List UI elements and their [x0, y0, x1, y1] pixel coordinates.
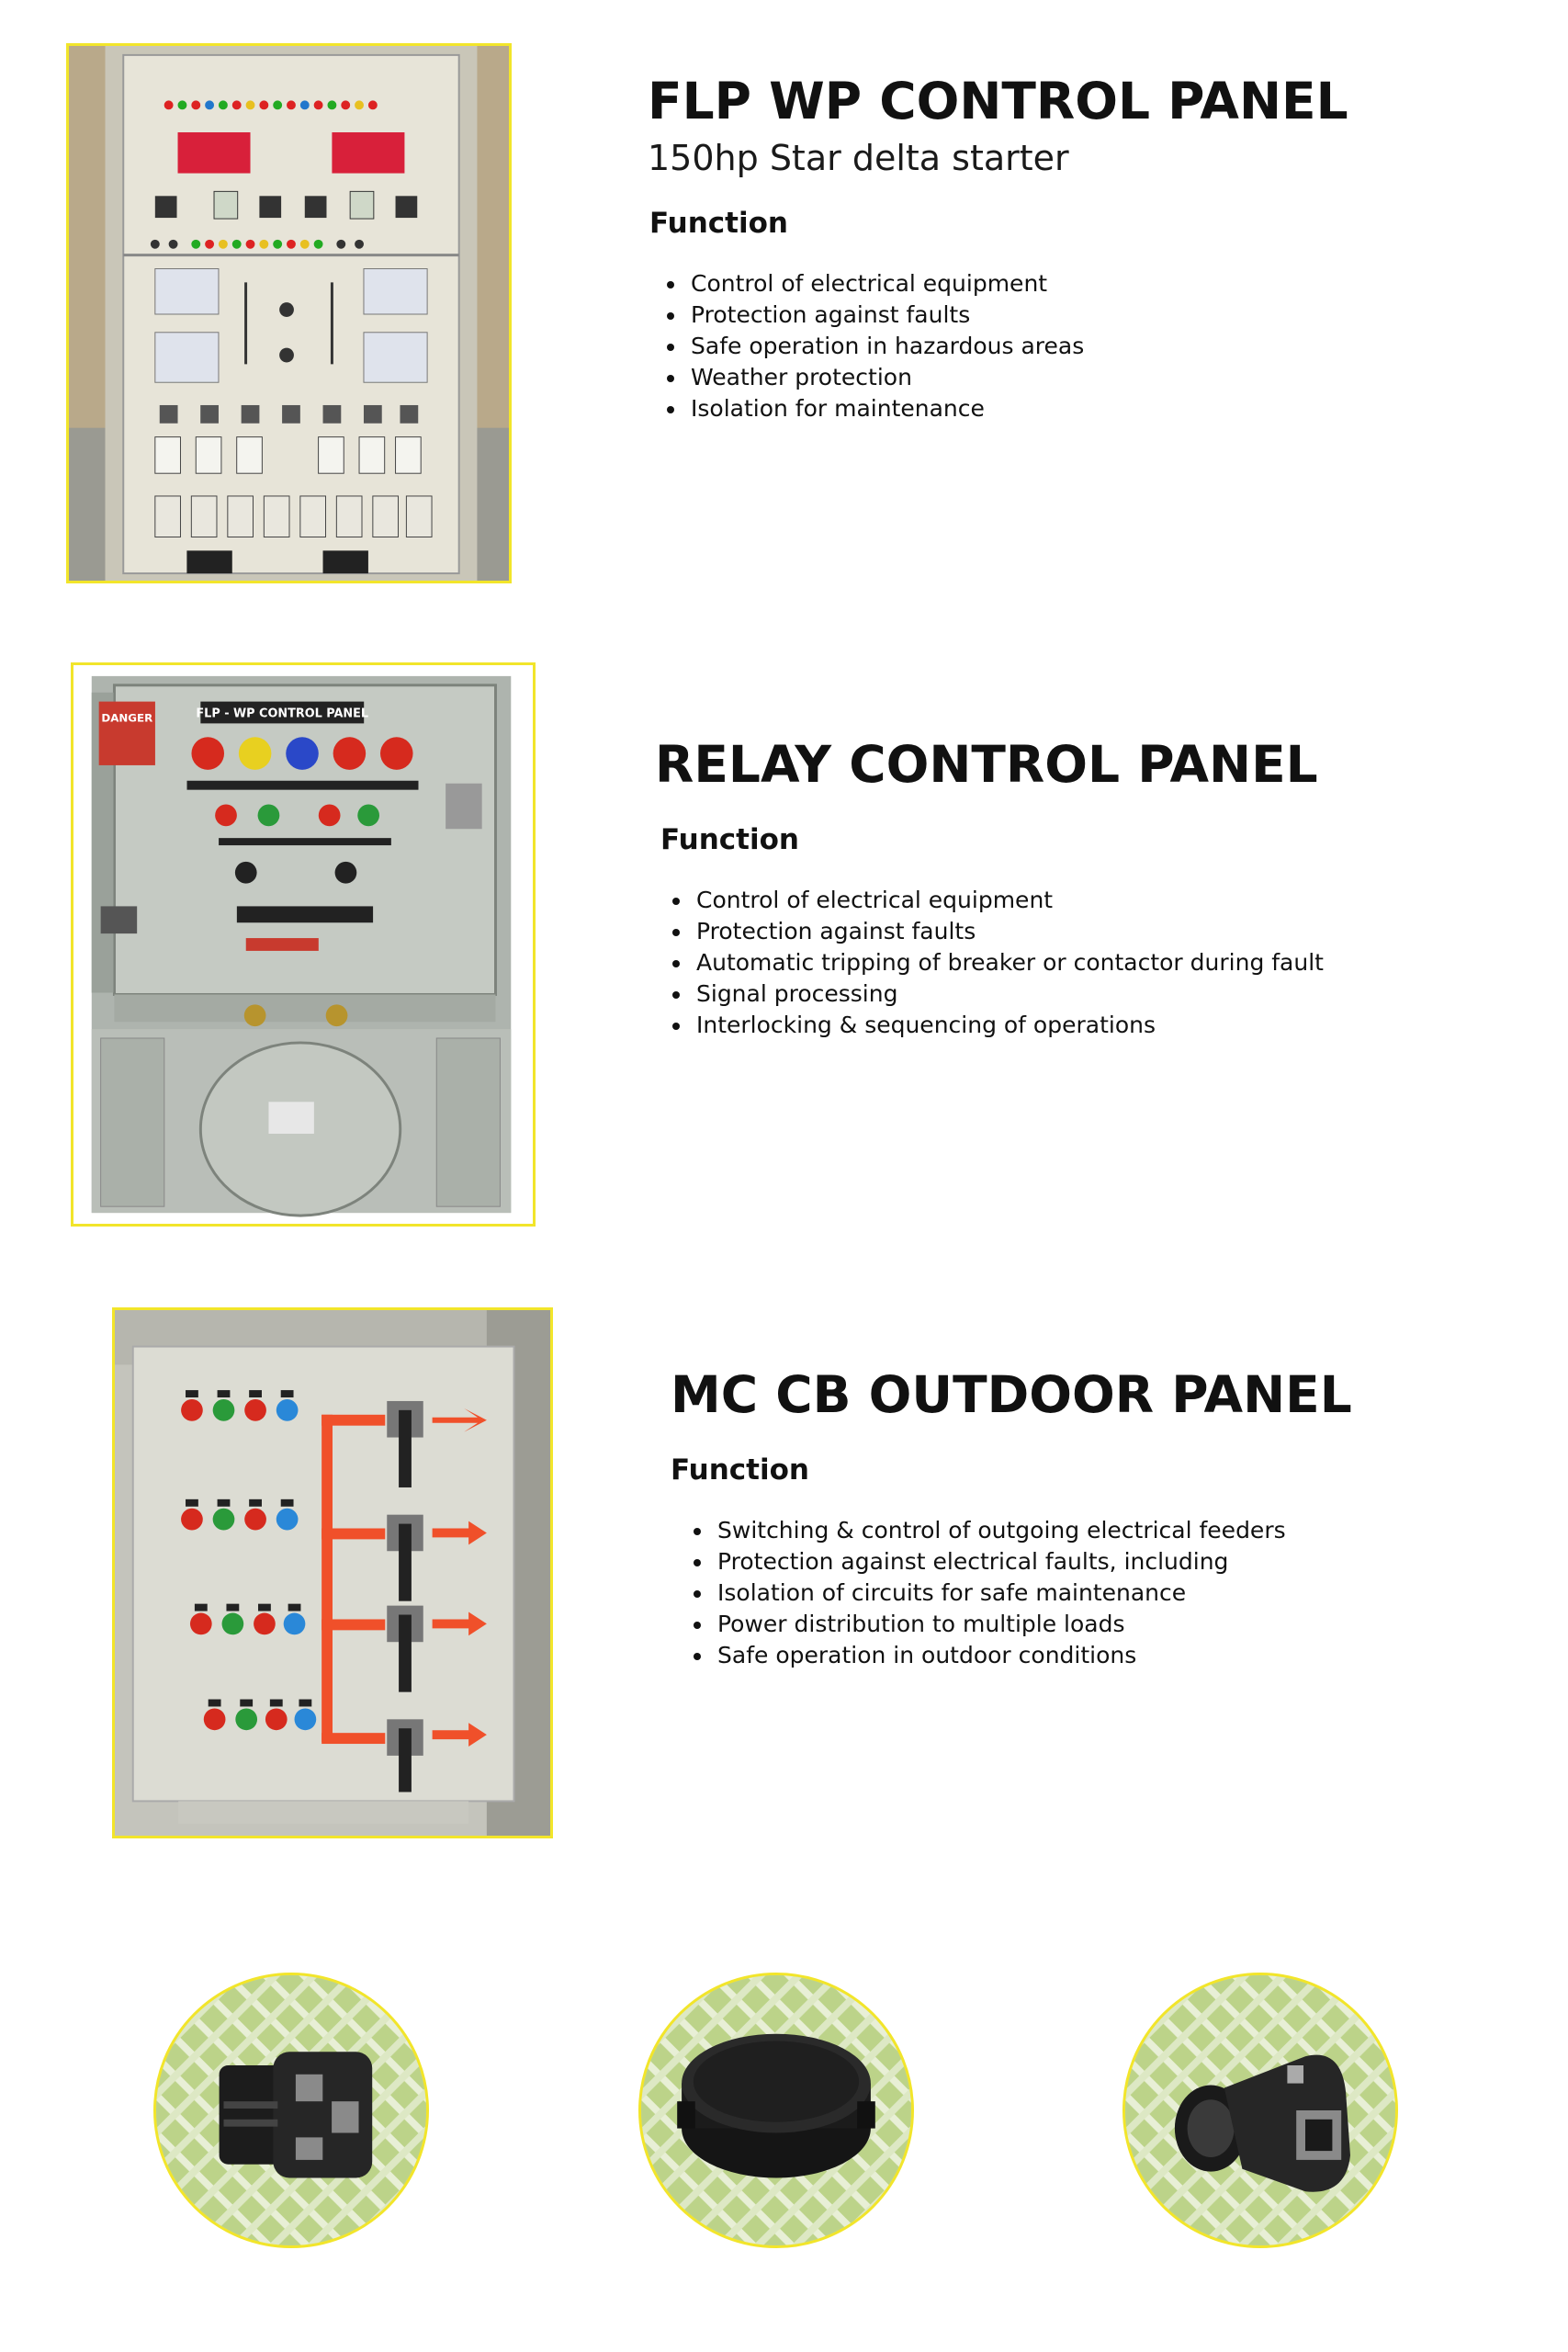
elbow-connector-icon — [1125, 1975, 1395, 2245]
section-title-mccb-outdoor-panel: MC CB OUTDOOR PANEL — [671, 1365, 1352, 1424]
function-list — [663, 268, 1084, 424]
function-item: • Isolation of circuits for safe maintenance — [714, 1577, 1286, 1609]
function-label: Function — [649, 207, 788, 240]
function-item: • Isolation for maintenance — [687, 393, 1084, 424]
function-item: • Control of electrical equipment — [693, 885, 1324, 916]
function-item: • Protection against faults — [687, 300, 1084, 331]
function-item: • Power distribution to multiple loads — [714, 1609, 1286, 1640]
function-list — [690, 1515, 1286, 1671]
function-label: Function — [671, 1453, 809, 1487]
function-item: • Automatic tripping of breaker or contactor during fault — [693, 947, 1324, 978]
function-item: • Control of electrical equipment — [687, 268, 1084, 300]
blanking-plug-photo — [638, 1973, 914, 2248]
function-item: • Signal processing — [693, 978, 1324, 1010]
blanking-plug-icon — [641, 1975, 911, 2245]
section-title-flp-wp-control-panel: FLP WP CONTROL PANEL — [648, 72, 1348, 130]
cable-gland-photo — [153, 1973, 429, 2248]
mccb-outdoor-panel-photo — [112, 1307, 553, 1838]
section-subtitle-star-delta: 150hp Star delta starter — [648, 138, 1069, 178]
function-item: • Safe operation in hazardous areas — [687, 331, 1084, 362]
function-item: • Safe operation in outdoor conditions — [714, 1640, 1286, 1671]
flp-wp-control-panel-photo — [66, 43, 512, 583]
function-list — [669, 885, 1324, 1041]
elbow-connector-photo — [1122, 1973, 1398, 2248]
panel-nameplate: FLP - WP CONTROL PANEL — [196, 707, 369, 721]
section-title-relay-control-panel: RELAY CONTROL PANEL — [655, 735, 1318, 794]
relay-control-panel-photo — [71, 662, 536, 1227]
function-label: Function — [660, 823, 799, 856]
cable-gland-icon — [156, 1975, 426, 2245]
control-panel-illustration — [69, 46, 509, 581]
function-item: • Protection against faults — [693, 916, 1324, 947]
function-item: • Protection against electrical faults, including — [714, 1546, 1286, 1577]
function-item: • Interlocking & sequencing of operations — [693, 1010, 1324, 1041]
danger-sign: DANGER — [101, 711, 153, 725]
function-item: • Weather protection — [687, 362, 1084, 393]
function-item: • Switching & control of outgoing electrical feeders — [714, 1515, 1286, 1546]
